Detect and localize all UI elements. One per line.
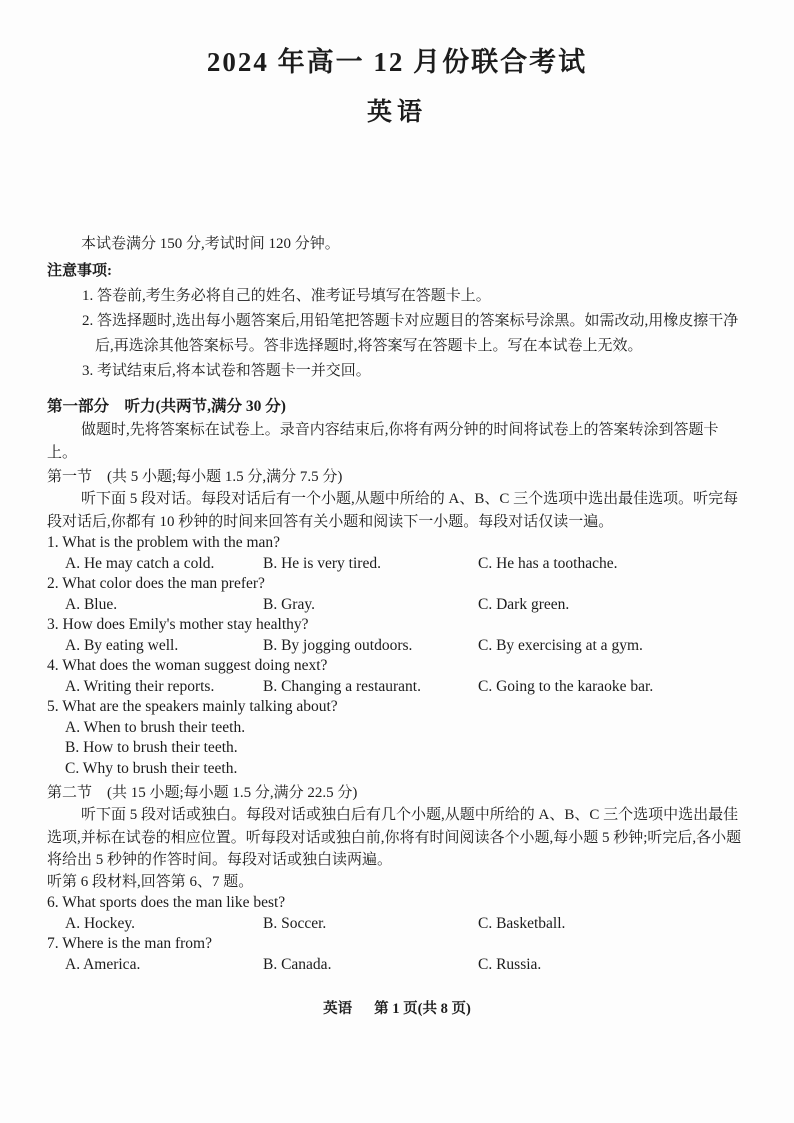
- material-note-6-7: 听第 6 段材料,回答第 6、7 题。: [47, 873, 254, 890]
- notice-item-2: 2. 答选择题时,选出每小题答案后,用铅笔把答题卡对应题目的答案标号涂黑。如需改动,用橡皮擦干净后,再选涂其他答案标号。答非选择题时,将答案写在答题卡上。写在本试卷上无效。: [82, 313, 739, 354]
- question-6-option-c: C. Basketball.: [478, 914, 566, 932]
- exam-info: 本试卷满分 150 分,考试时间 120 分钟。: [81, 236, 340, 252]
- notice-item-1: 1. 答卷前,考生务必将自己的姓名、准考证号填写在答题卡上。: [82, 288, 491, 304]
- question-3-option-a: A. By eating well.: [65, 636, 179, 654]
- header: [0, 0, 794, 129]
- question-4-option-b: B. Changing a restaurant.: [263, 677, 421, 695]
- question-6-options: [47, 914, 747, 935]
- question-2-option-b: B. Gray.: [263, 595, 315, 613]
- section1-intro: 听下面 5 段对话。每段对话后有一个小题,从题中所给的 A、B、C 三个选项中选出最佳选项。听完每段对话后,你都有 10 秒钟的时间来回答有关小题和阅读下一小题。每段对话仅读一遍。: [47, 491, 739, 530]
- question-5-option-b: B. How to brush their teeth.: [65, 739, 238, 756]
- page-subtitle: 英语: [366, 99, 427, 126]
- section1-heading: 第一节 (共 5 小题;每小题 1.5 分,满分 7.5 分): [47, 469, 343, 485]
- question-1-text: 1. What is the problem with the man?: [47, 534, 281, 551]
- footer-subject: 英语: [323, 1001, 353, 1017]
- question-6: [47, 893, 747, 934]
- question-7-option-c: C. Russia.: [478, 955, 542, 973]
- page-title: 2024 年高一 12 月份联合考试: [206, 47, 588, 77]
- question-3-text: 3. How does Emily's mother stay healthy?: [47, 616, 309, 633]
- question-3-option-c: C. By exercising at a gym.: [478, 636, 643, 654]
- question-5-options: [47, 718, 747, 780]
- part1-heading: 第一部分 听力(共两节,满分 30 分): [47, 398, 286, 415]
- question-5-option-c: C. Why to brush their teeth.: [65, 759, 238, 777]
- question-1-option-a: A. He may catch a cold.: [65, 554, 215, 572]
- question-2-option-c: C. Dark green.: [478, 595, 570, 613]
- question-6-text: 6. What sports does the man like best?: [47, 894, 286, 911]
- question-7-text: 7. Where is the man from?: [47, 935, 212, 952]
- question-1-option-c: C. He has a toothache.: [478, 554, 618, 572]
- question-1-option-b: B. He is very tired.: [263, 554, 381, 572]
- part1-intro: 做题时,先将答案标在试卷上。录音内容结束后,你将有两分钟的时间将试卷上的答案转涂到答题卡上。: [47, 422, 719, 461]
- paper-body: [47, 233, 747, 975]
- section2-heading: 第二节 (共 15 小题;每小题 1.5 分,满分 22.5 分): [47, 785, 358, 801]
- question-2-options: [47, 595, 747, 616]
- question-5-text: 5. What are the speakers mainly talking about?: [47, 698, 338, 715]
- question-4-option-c: C. Going to the karaoke bar.: [478, 677, 654, 695]
- question-4-option-a: A. Writing their reports.: [65, 677, 215, 695]
- question-7-options: [47, 955, 747, 976]
- notice-item-3: 3. 考试结束后,将本试卷和答题卡一并交回。: [82, 363, 371, 379]
- question-7-option-a: A. America.: [65, 955, 141, 973]
- question-4-text: 4. What does the woman suggest doing next?: [47, 657, 328, 674]
- notice-heading: 注意事项:: [47, 263, 112, 279]
- question-4: [47, 656, 747, 697]
- question-5-option-a: A. When to brush their teeth.: [65, 718, 246, 736]
- question-1-options: [47, 554, 747, 575]
- question-2: [47, 574, 747, 615]
- question-7: [47, 934, 747, 975]
- footer-page-info: 第 1 页(共 8 页): [374, 1001, 471, 1017]
- section2-intro: 听下面 5 段对话或独白。每段对话或独白后有几个小题,从题中所给的 A、B、C 三个选项中选出最佳选项,并标在试卷的相应位置。听每段对话或独白前,你将有时间阅读各个小题,每小题 5 秒钟;听完后,各小题将给出 5 秒钟的作答时间。每段对话或独白读两遍。: [47, 807, 742, 868]
- question-2-text: 2. What color does the man prefer?: [47, 575, 265, 592]
- question-3: [47, 615, 747, 656]
- question-2-option-a: A. Blue.: [65, 595, 118, 613]
- question-1: [47, 533, 747, 574]
- question-6-option-b: B. Soccer.: [263, 914, 327, 932]
- page-footer: [0, 997, 794, 1018]
- question-3-options: [47, 636, 747, 657]
- question-6-option-a: A. Hockey.: [65, 914, 136, 932]
- question-3-option-b: B. By jogging outdoors.: [263, 636, 413, 654]
- question-5: [47, 697, 747, 779]
- question-7-option-b: B. Canada.: [263, 955, 332, 973]
- question-4-options: [47, 677, 747, 698]
